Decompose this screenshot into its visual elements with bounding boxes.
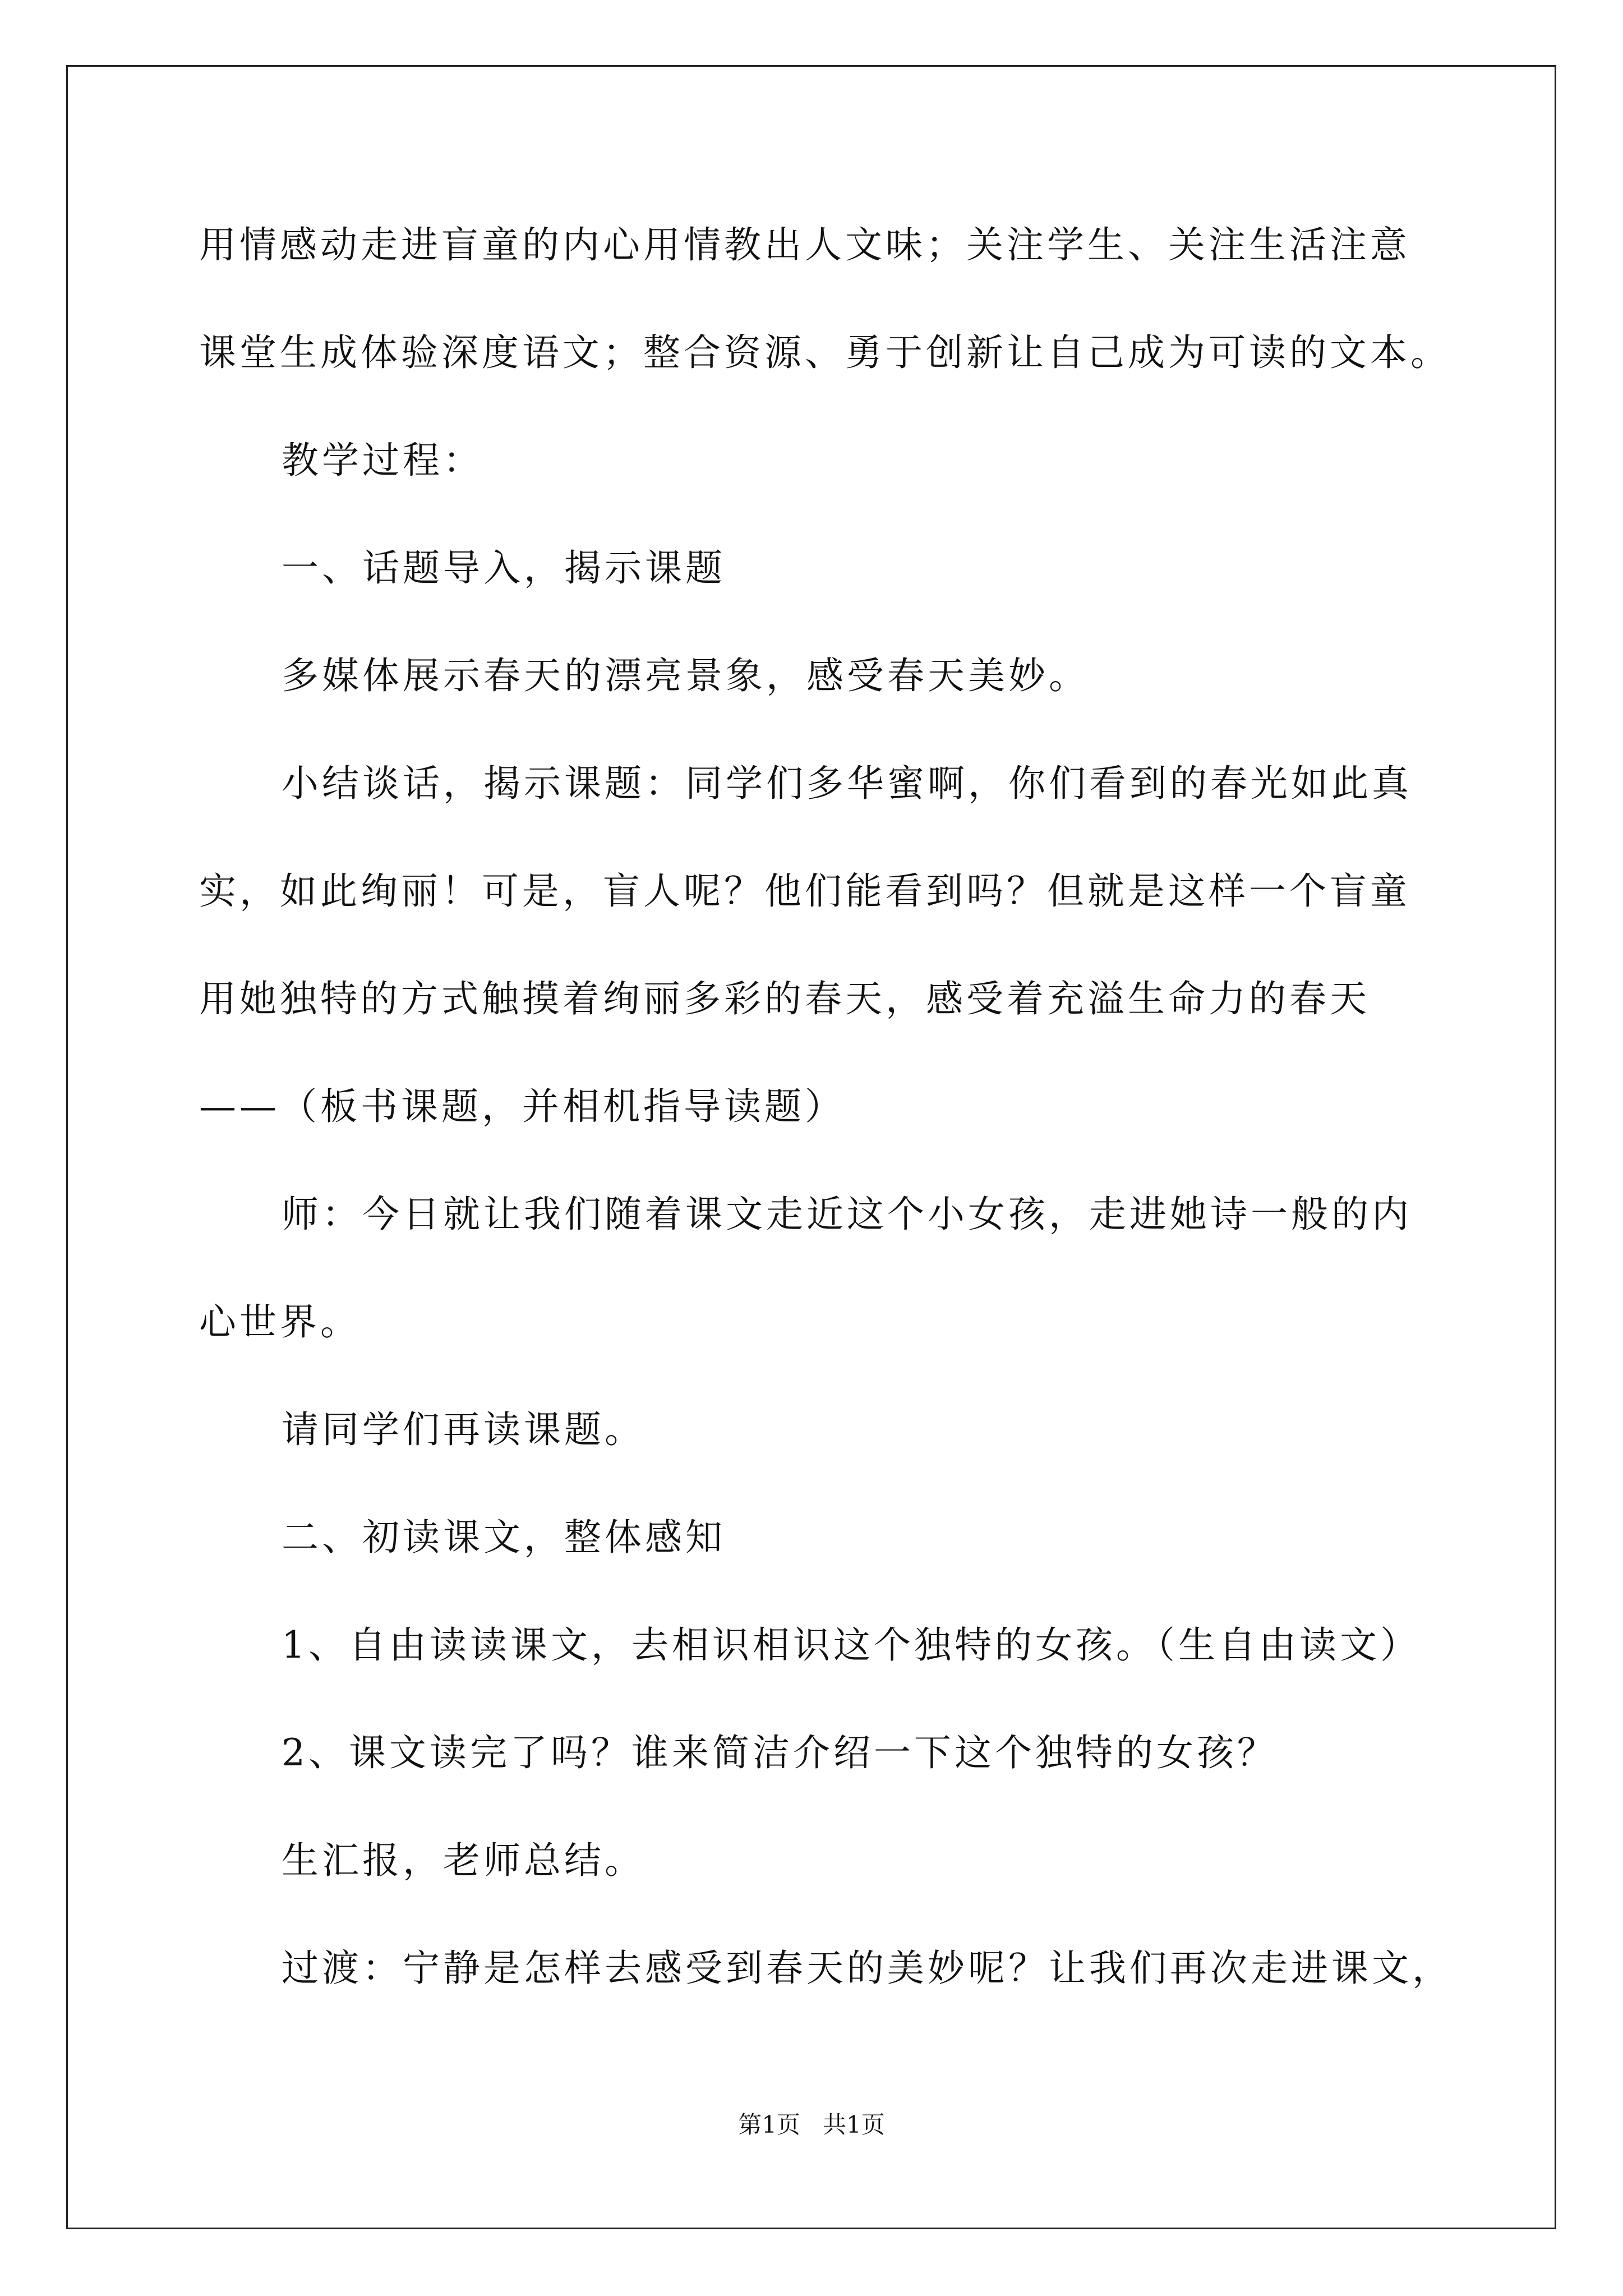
text-line: 生汇报，老师总结。 [282, 1839, 645, 1882]
text-line: 多媒体展示春天的漂亮景象，感受春天美妙。 [282, 654, 1089, 697]
text-line: 小结谈话，揭示课题：同学们多华蜜啊，你们看到的春光如此真 [282, 762, 1412, 805]
section-heading: 一、话题导入，揭示课题 [282, 546, 726, 590]
text-line: 课堂生成体验深度语文；整合资源、勇于创新让自己成为可读的文本。 [199, 331, 1451, 374]
section-heading: 二、初读课文，整体感知 [282, 1516, 726, 1559]
page-border [66, 65, 1556, 2229]
text-line: 过渡：宁静是怎样去感受到春天的美妙呢？让我们再次走进课文， [282, 1947, 1453, 1990]
text-line: 1、自由读读课文，去相识相识这个独特的女孩。（生自由读文） [282, 1623, 1421, 1667]
section-heading: 教学过程： [282, 439, 483, 482]
text-line: ——（板书课题，并相机指导读题） [199, 1085, 845, 1128]
text-line: 2、课文读完了吗？谁来简洁介绍一下这个独特的女孩？ [282, 1731, 1278, 1774]
text-line: 实，如此绚丽！可是，盲人呢？他们能看到吗？但就是这样一个盲童 [199, 869, 1410, 913]
text-line: 用情感动走进盲童的内心用情教出人文味；关注学生、关注生活注意 [199, 223, 1410, 266]
text-line: 用她独特的方式触摸着绚丽多彩的春天，感受着充溢生命力的春天 [199, 977, 1370, 1020]
text-line: 师：今日就让我们随着课文走近这个小女孩，走进她诗一般的内 [282, 1193, 1412, 1236]
text-line: 请同学们再读课题。 [282, 1408, 645, 1451]
text-line: 心世界。 [199, 1300, 361, 1343]
page-number-footer: 第1页 共1页 [738, 2111, 885, 2138]
